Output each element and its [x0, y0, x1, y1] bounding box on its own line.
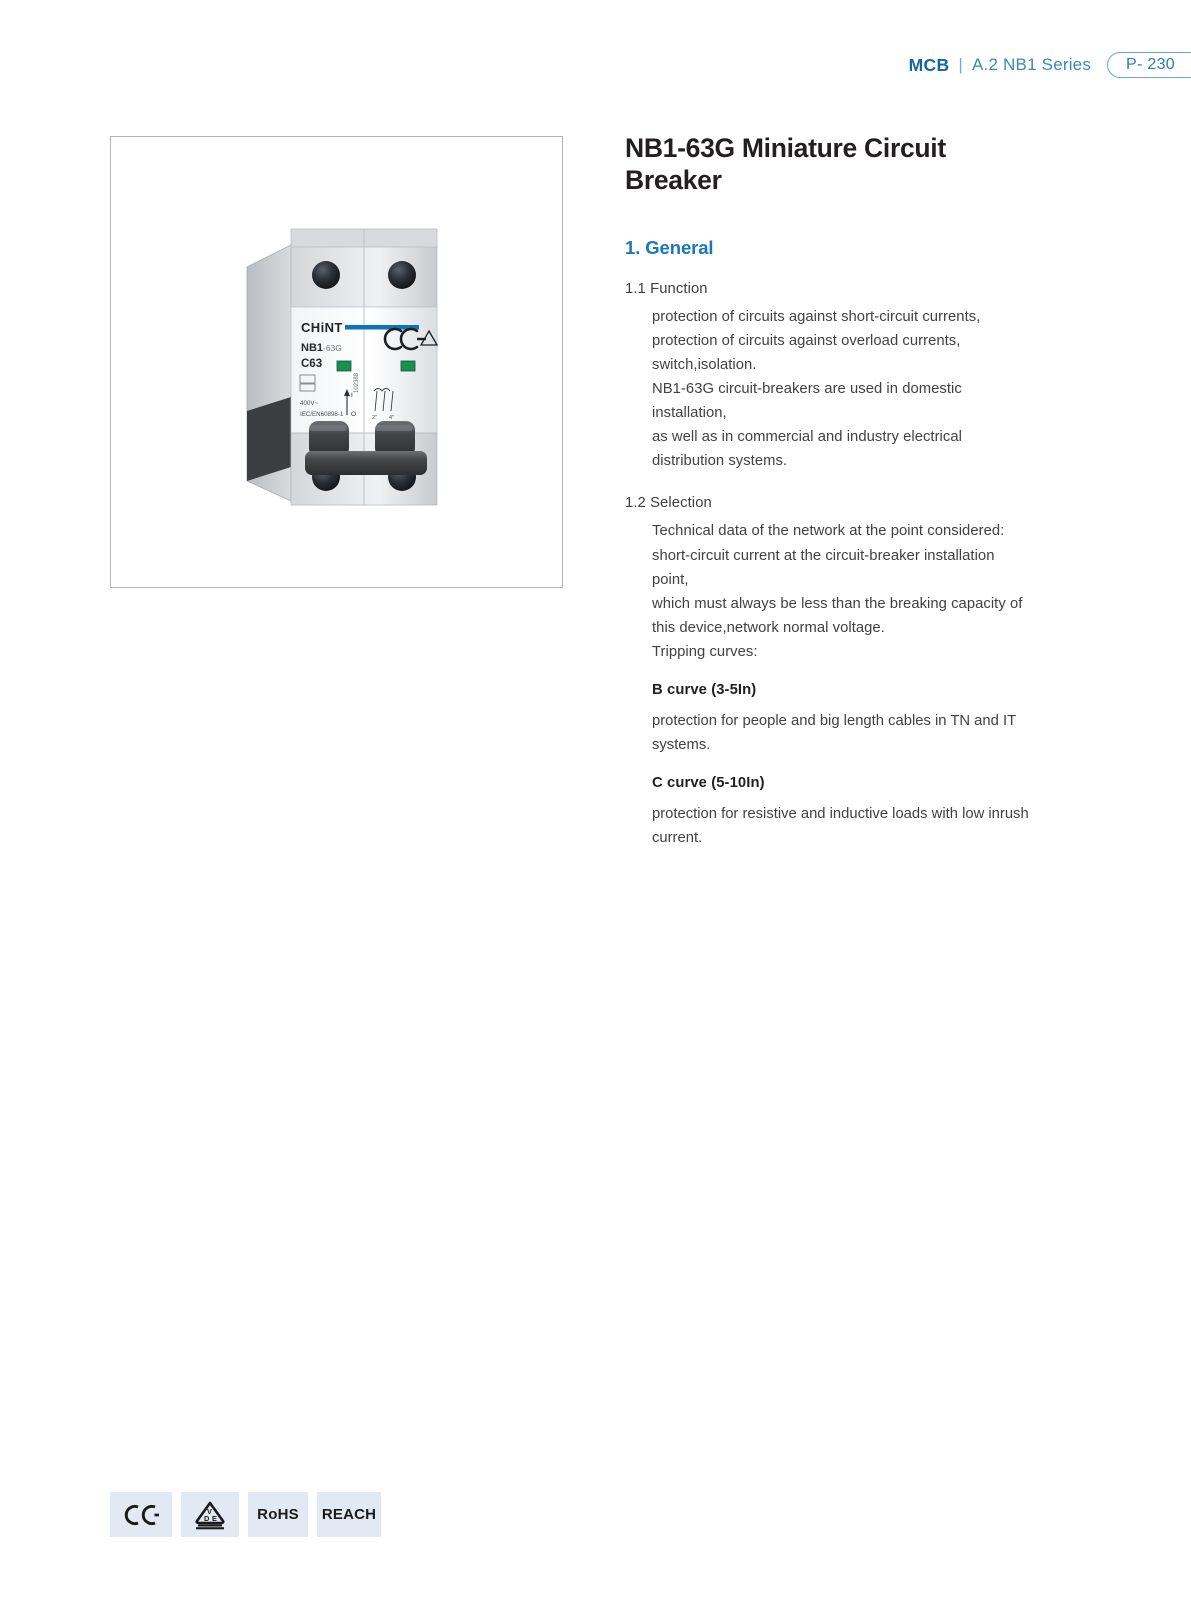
text-line: current. [652, 830, 703, 847]
text-line: systems. [652, 737, 711, 754]
svg-text:I: I [351, 392, 353, 399]
mcb-product-illustration [229, 215, 459, 525]
vde-icon [193, 1500, 227, 1530]
product-image-frame [110, 136, 563, 588]
text-line: distribution systems. [652, 453, 788, 470]
curve-heading-c: C curve (5-10In) [652, 775, 765, 792]
badge-rohs-label: RoHS [257, 1506, 299, 1523]
text-line: as well as in commercial and industry electrical [652, 429, 962, 446]
svg-text:NB1: NB1 [301, 342, 324, 354]
svg-text:IEC/EN60898-1: IEC/EN60898-1 [300, 411, 344, 418]
text-line: short-circuit current at the circuit-breaker installation point, [652, 547, 995, 588]
svg-text:2": 2" [372, 415, 378, 421]
header-separator: | [958, 55, 964, 74]
text-line: protection for resistive and inductive loads with low inrush [652, 806, 1029, 823]
curve-heading-b: B curve (3-5In) [652, 682, 757, 699]
page-title: NB1-63G Miniature Circuit Breaker [625, 133, 946, 196]
badge-reach-label: REACH [321, 1506, 377, 1523]
svg-text:E: E [212, 1513, 217, 1523]
svg-text:D: D [204, 1513, 210, 1523]
text-line: protection of circuits against short-circuit currents, [652, 308, 981, 325]
curve-body-c [652, 802, 1035, 850]
curve-body-b [652, 709, 1035, 757]
svg-text:C63: C63 [301, 358, 323, 370]
badge-reach [317, 1492, 381, 1537]
mcb-svg [229, 215, 459, 525]
text-line: Tripping curves: [652, 643, 758, 660]
certification-badges [110, 1492, 381, 1537]
subsection-body-selection [652, 519, 1035, 664]
page-header [909, 52, 1191, 78]
subsection-body-function [652, 305, 1035, 474]
text-line: this device,network normal voltage. [652, 619, 885, 636]
subsection-heading-selection: 1.2 Selection [625, 495, 712, 512]
badge-rohs [248, 1492, 308, 1537]
header-series: A.2 NB1 Series [972, 55, 1092, 74]
main-content [625, 132, 1035, 851]
text-line: which must always be less than the breaking capacity of [652, 595, 1023, 612]
svg-text:-63G: -63G [323, 343, 342, 353]
section-heading-general: 1. General [625, 236, 714, 258]
text-line: switch,isolation. [652, 356, 757, 373]
page-number-badge: P- 230 [1107, 52, 1191, 78]
ce-icon [123, 1503, 159, 1527]
header-category: MCB [908, 54, 950, 75]
badge-ce [110, 1492, 172, 1537]
svg-text:102388: 102388 [354, 372, 360, 393]
text-line: protection for people and big length cables in TN and IT [652, 713, 1016, 730]
svg-text:CHiNT: CHiNT [301, 320, 343, 335]
svg-text:4": 4" [389, 415, 395, 421]
text-line: Technical data of the network at the point considered: [652, 523, 1005, 540]
svg-text:400V~: 400V~ [300, 400, 319, 407]
subsection-heading-function: 1.1 Function [625, 280, 708, 297]
text-line: protection of circuits against overload currents, [652, 332, 961, 349]
text-line: NB1-63G circuit-breakers are used in domestic installation, [652, 380, 962, 422]
svg-text:O: O [351, 411, 357, 418]
svg-text:V: V [207, 1506, 212, 1516]
badge-vde [181, 1492, 239, 1537]
